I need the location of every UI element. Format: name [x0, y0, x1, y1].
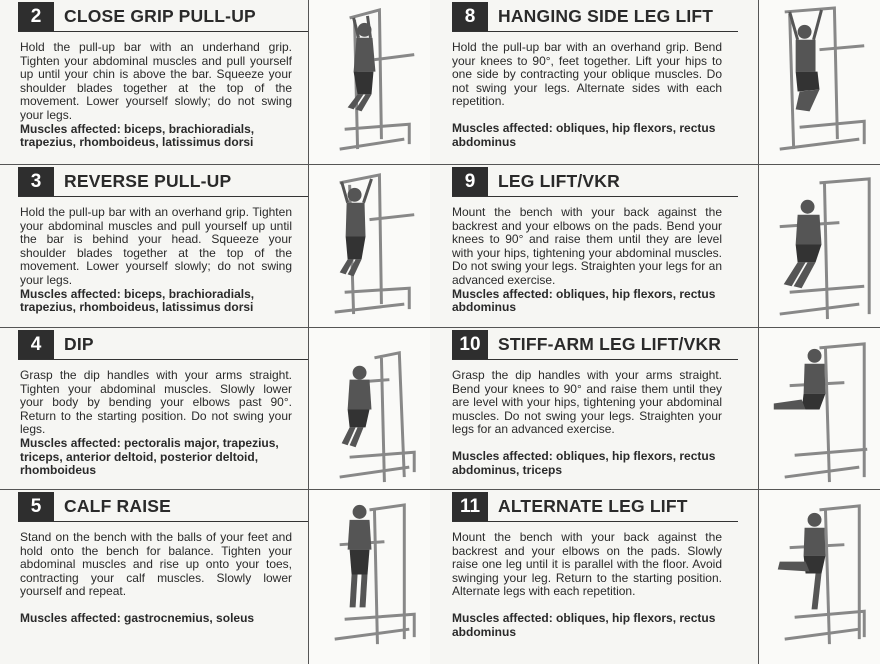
exercise-card-4 — [0, 327, 430, 489]
exercise-card-3 — [0, 164, 430, 327]
exercise-description: Hold the pull-up bar with an overhand grip. Tighten your abdominal muscles and pull yourself up until the bar is behind your head. Squeeze your shoulder blades together at the top of the movement. Lower yourself slowly; do not swing your legs. Muscles affected: biceps, brachioradials, trapezius, rhomboideus, latissimus dorsi — [20, 205, 292, 315]
exercise-description: Stand on the bench with the balls of your feet and hold onto the bench for balance. Tighten your abdominal muscles and rise up onto your toes, contracting your calf muscles. Slowly lower yourself and repeat. Muscles affected: gastrocnemius, soleus — [20, 530, 292, 625]
muscles-affected: Muscles affected: obliques, hip flexors, rectus abdominus — [452, 286, 716, 315]
exercise-illustration — [308, 328, 430, 489]
exercise-number: 9 — [452, 167, 488, 196]
muscles-affected: Muscles affected: pectoralis major, trapezius, triceps, anterior deltoid, posterior deltoid, rhomboideus — [20, 435, 279, 478]
exercise-number: 5 — [18, 492, 54, 521]
exercise-number: 10 — [452, 330, 488, 359]
close-grip-pull-up-figure-icon — [309, 0, 430, 164]
exercise-card-9 — [430, 164, 880, 327]
exercise-illustration — [758, 0, 880, 164]
muscles-affected: Muscles affected: obliques, hip flexors, rectus abdominus — [452, 120, 716, 149]
exercise-card-5 — [0, 489, 430, 664]
exercise-illustration — [308, 165, 430, 327]
hanging-side-leg-lift-figure-icon — [759, 0, 880, 164]
muscles-affected: Muscles affected: obliques, hip flexors, rectus abdominus — [452, 610, 716, 639]
exercise-card-10 — [430, 327, 880, 489]
exercise-illustration — [308, 0, 430, 164]
exercise-illustration — [758, 165, 880, 327]
exercise-title: STIFF-ARM LEG LIFT/VKR — [498, 334, 722, 354]
dip-figure-icon — [309, 328, 430, 489]
exercise-illustration — [758, 490, 880, 664]
calf-raise-figure-icon — [309, 490, 430, 664]
muscles-affected: Muscles affected: gastrocnemius, soleus — [20, 610, 255, 625]
reverse-pull-up-figure-icon — [309, 165, 430, 327]
muscles-affected: Muscles affected: biceps, brachioradials, trapezius, rhomboideus, latissimus dorsi — [20, 286, 255, 315]
exercise-header — [452, 492, 738, 522]
muscles-affected: Muscles affected: biceps, brachioradials, trapezius, rhomboideus, latissimus dorsi — [20, 121, 255, 150]
exercise-illustration — [308, 490, 430, 664]
exercise-description: Grasp the dip handles with your arms straight. Tighten your abdominal muscles. Slowly lower your body by bending your elbows past 90°. Return to the starting position. Do not swing your legs. Muscles affected: pectoralis major, trapezius, triceps, anterior deltoid, posterior deltoid, rhomboideus — [20, 368, 292, 478]
exercise-header — [18, 330, 308, 360]
exercise-number: 4 — [18, 330, 54, 359]
exercise-number: 8 — [452, 2, 488, 31]
exercise-header — [18, 2, 308, 32]
exercise-title: LEG LIFT/VKR — [498, 171, 620, 191]
exercise-title: CLOSE GRIP PULL-UP — [64, 6, 256, 26]
exercise-description: Mount the bench with your back against the backrest and your elbows on the pads. Slowly raise one leg until it is parallel with the floor. Avoid swinging your leg. Return to the starting position. Alternate legs with each repetition. Muscles affected: obliques, hip flexors, rectus abdominus — [452, 530, 722, 639]
exercise-number: 2 — [18, 2, 54, 31]
exercise-card-8 — [430, 0, 880, 164]
exercise-title: ALTERNATE LEG LIFT — [498, 496, 688, 516]
exercise-header — [18, 492, 308, 522]
stiff-arm-leg-lift-figure-icon — [759, 328, 880, 489]
alternate-leg-lift-figure-icon — [759, 490, 880, 664]
exercise-illustration — [758, 328, 880, 489]
exercise-description: Hold the pull-up bar with an underhand grip. Tighten your abdominal muscles and pull yourself up until your chin is above the bar. Squeeze your shoulder blades together at the top of the movement. Lower yourself slowly; do not swing your legs. Muscles affected: biceps, brachioradials, trapezius, rhomboideus, latissimus dorsi — [20, 40, 292, 150]
exercise-description: Hold the pull-up bar with an overhand grip. Bend your knees to 90°, feet together. Lift your hips to one side by contracting your oblique muscles. Do not swing your legs. Alternate sides with each repetition. Muscles affected: obliques, hip flexors, rectus abdominus — [452, 40, 722, 149]
exercise-header — [452, 330, 738, 360]
muscles-affected: Muscles affected: obliques, hip flexors, rectus abdominus, triceps — [452, 448, 716, 477]
exercise-description: Mount the bench with your back against the backrest and your elbows on the pads. Bend your knees to 90° and raise them until they are level with your hips, tightening your abdominal muscles. Do not swing your legs. Straighten your legs for an advanced exercise. Muscles affected: obliques, hip flexors, rectus abdominus — [452, 205, 722, 315]
exercise-title: CALF RAISE — [64, 496, 171, 516]
exercise-card-11 — [430, 489, 880, 664]
exercise-number: 11 — [452, 492, 488, 521]
exercise-title: HANGING SIDE LEG LIFT — [498, 6, 714, 26]
exercise-title: REVERSE PULL-UP — [64, 171, 232, 191]
exercise-title: DIP — [64, 334, 94, 354]
exercise-number: 3 — [18, 167, 54, 196]
exercise-description: Grasp the dip handles with your arms straight. Bend your knees to 90° and raise them until they are level with your hips, tightening your abdominal muscles. Do not swing your legs. Straighten your legs for an advanced exercise. Muscles affected: obliques, hip flexors, rectus abdominus, triceps — [452, 368, 722, 477]
exercise-header — [452, 167, 738, 197]
leg-lift-vkr-figure-icon — [759, 165, 880, 327]
exercise-header — [452, 2, 738, 32]
exercise-header — [18, 167, 308, 197]
exercise-card-2 — [0, 0, 430, 164]
